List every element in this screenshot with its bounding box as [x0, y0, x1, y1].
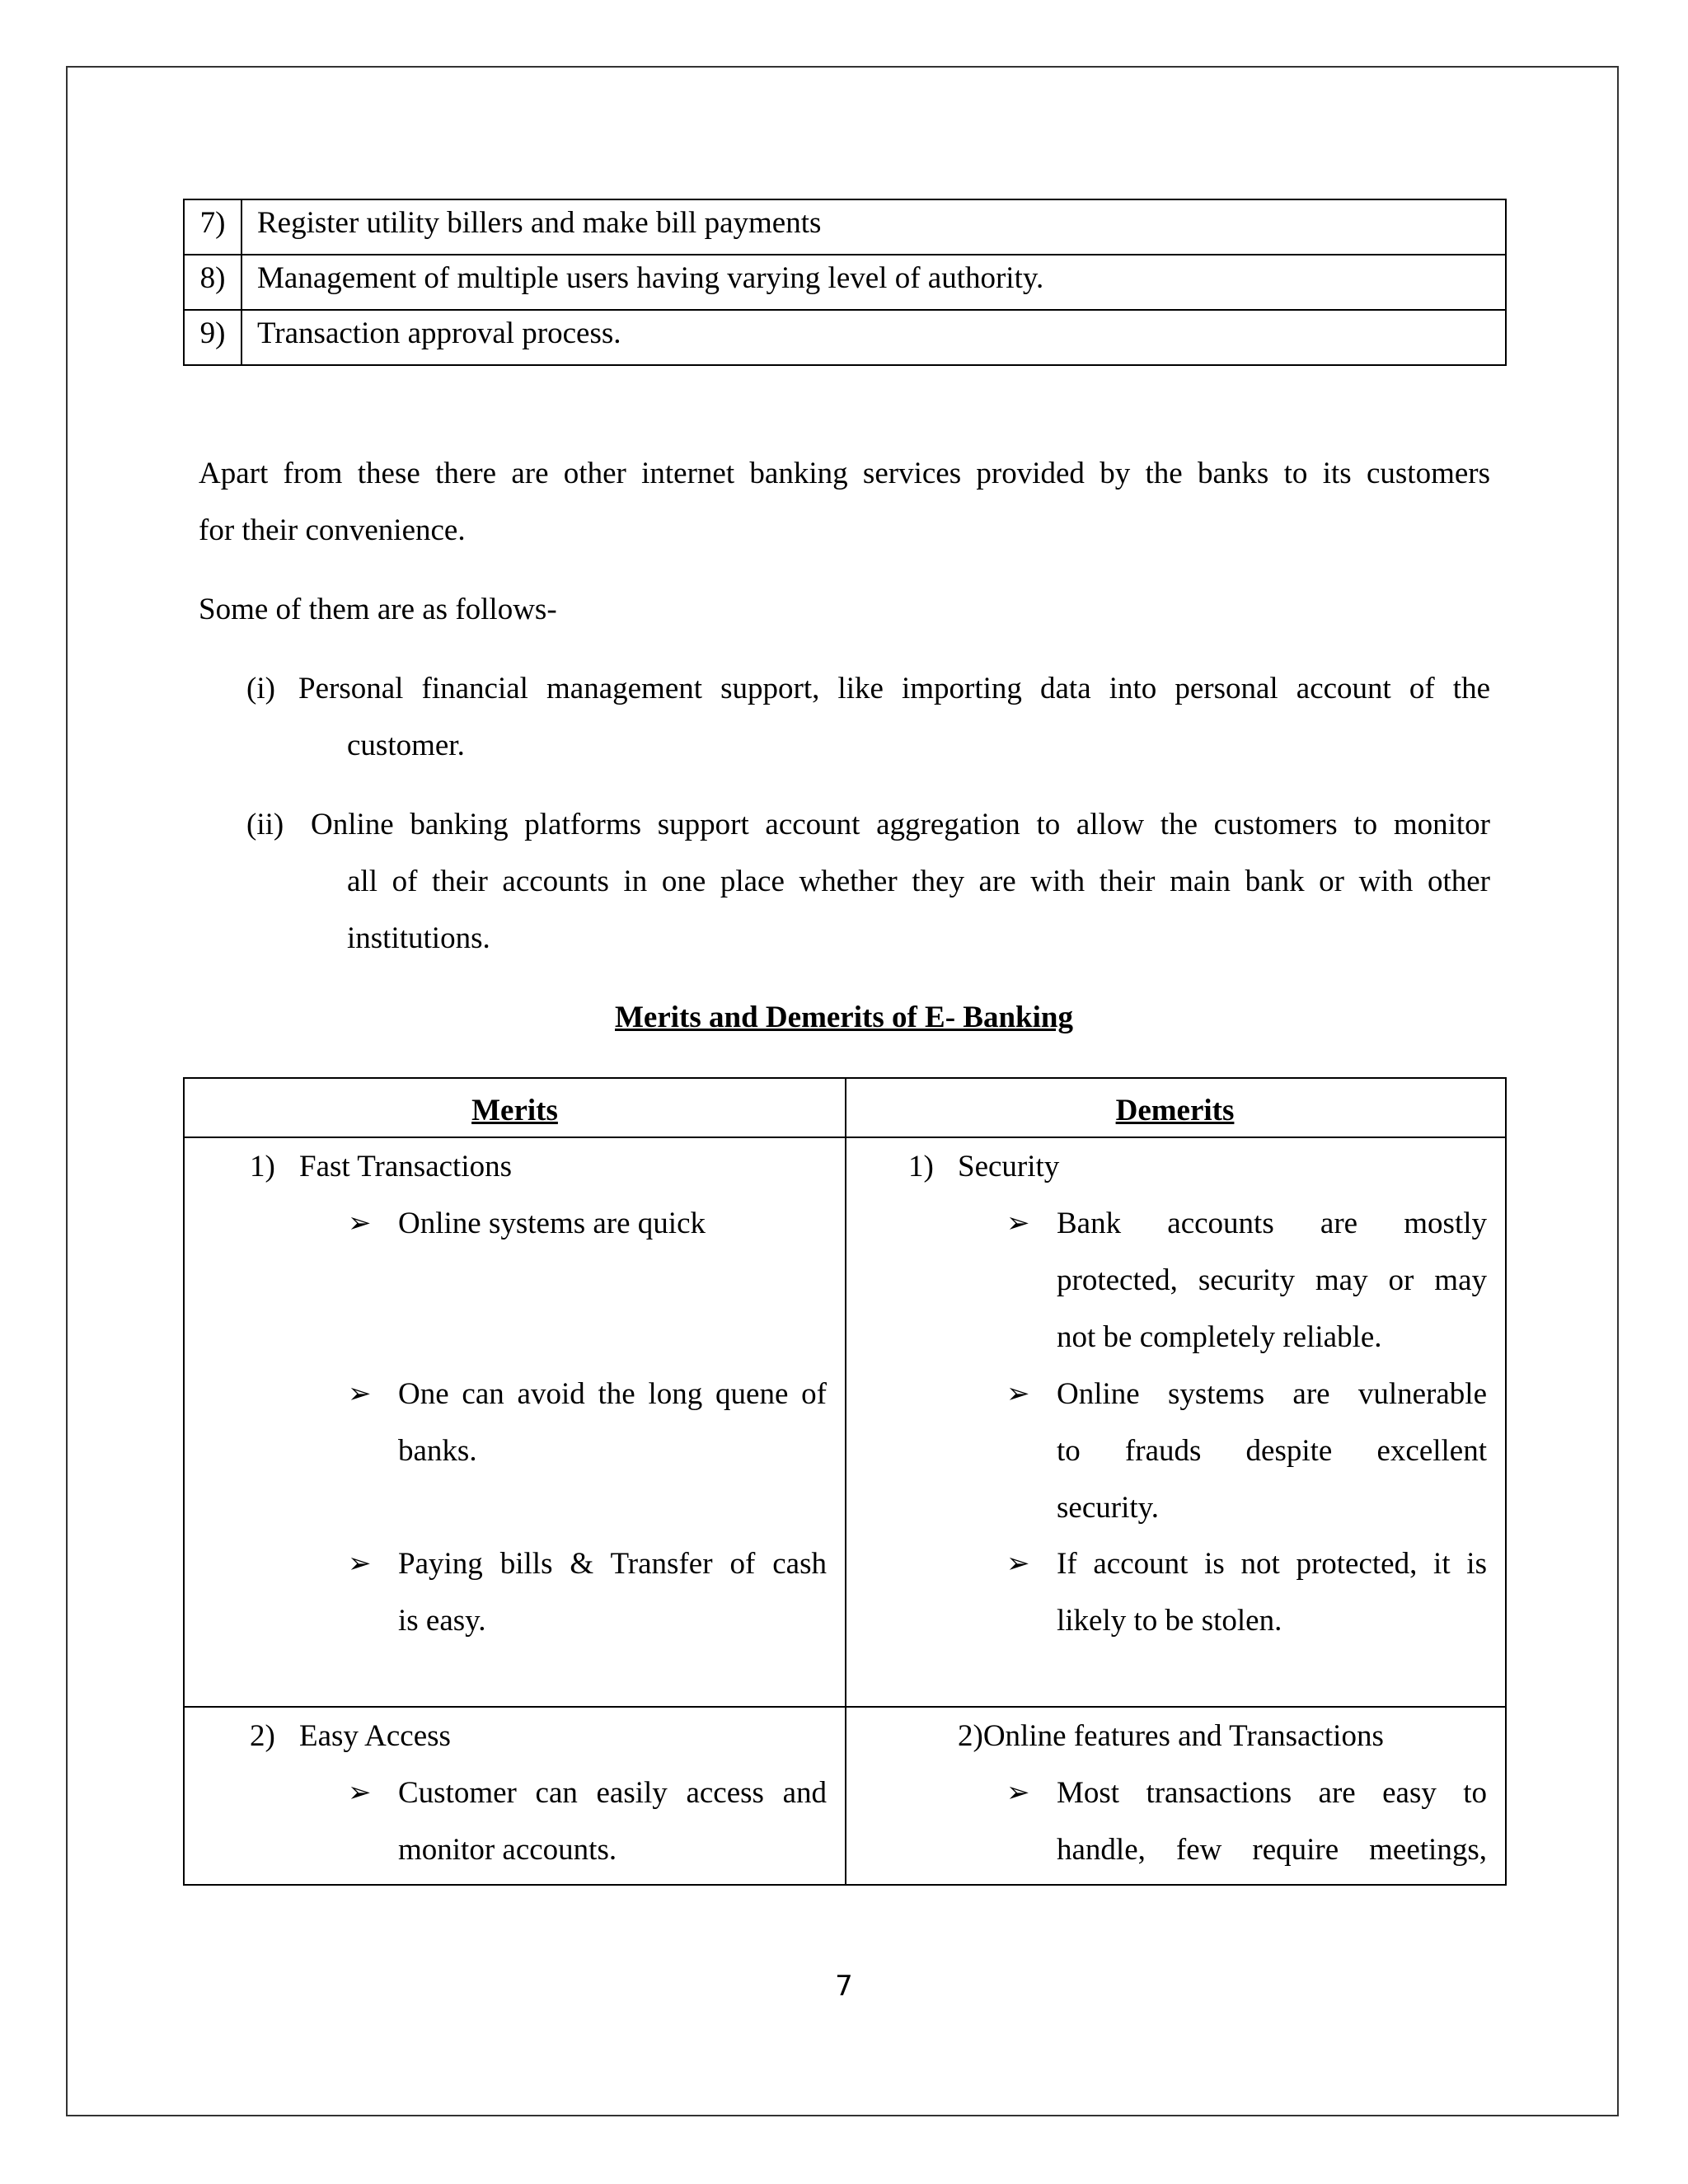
demerit-bullet: Online systems are vulnerable: [1057, 1377, 1487, 1411]
merits-header: Merits: [471, 1094, 558, 1127]
merit-number: 2): [250, 1719, 275, 1753]
list-marker: (i): [246, 672, 275, 705]
demerit-title: Security: [958, 1150, 1060, 1183]
demerit-bullet: Most transactions are easy to: [1057, 1776, 1487, 1810]
demerit-bullet-cont: to frauds despite excellent: [1057, 1434, 1487, 1468]
demerit-bullet: Bank accounts are mostly: [1057, 1207, 1487, 1240]
arrow-bullet-icon: ➢: [1006, 1549, 1030, 1579]
section-heading: Merits and Demerits of E- Banking: [615, 1001, 1073, 1034]
row-number: 8): [184, 255, 241, 310]
merit-bullet-cont: is easy.: [398, 1604, 486, 1638]
row-number: 7): [184, 199, 241, 255]
merit-title: Easy Access: [299, 1719, 451, 1753]
merit-title: Fast Transactions: [299, 1150, 513, 1183]
demerits-header: Demerits: [1115, 1094, 1235, 1127]
merit-number: 1): [250, 1150, 275, 1183]
row-text: Register utility billers and make bill payments: [241, 199, 1506, 255]
merit-bullet-cont: monitor accounts.: [398, 1833, 617, 1867]
demerit-title: 2)Online features and Transactions: [958, 1719, 1384, 1753]
intro-line-2: for their convenience.: [199, 513, 466, 547]
services-table: [183, 199, 1507, 366]
demerit-bullet-cont: likely to be stolen.: [1057, 1604, 1282, 1638]
arrow-bullet-icon: ➢: [348, 1778, 372, 1808]
merit-bullet: One can avoid the long quene of: [398, 1377, 827, 1411]
demerit-bullet-cont: security.: [1057, 1491, 1159, 1525]
arrow-bullet-icon: ➢: [348, 1549, 372, 1579]
table-row: [184, 199, 1506, 255]
merit-bullet: Paying bills & Transfer of cash: [398, 1547, 827, 1581]
table-row: [184, 255, 1506, 310]
row-text: Management of multiple users having varying level of authority.: [241, 255, 1506, 310]
merits-demerits-table: [183, 1077, 1507, 1886]
arrow-bullet-icon: ➢: [348, 1379, 372, 1409]
list-item-line: Online banking platforms support account aggregation to allow the customers to monitor: [311, 808, 1490, 841]
arrow-bullet-icon: ➢: [1006, 1379, 1030, 1409]
demerit-bullet-cont: protected, security may or may: [1057, 1263, 1487, 1297]
demerit-bullet: If account is not protected, it is: [1057, 1547, 1487, 1581]
table-row: [184, 310, 1506, 365]
row-number: 9): [184, 310, 241, 365]
list-item-line: customer.: [347, 729, 465, 762]
merit-bullet: Online systems are quick: [398, 1207, 706, 1240]
list-marker: (ii): [246, 808, 284, 841]
demerit-bullet-cont: handle, few require meetings,: [1057, 1833, 1487, 1867]
list-item-line: Personal financial management support, like importing data into personal account of the: [298, 672, 1490, 705]
row-text: Transaction approval process.: [241, 310, 1506, 365]
intro-some: Some of them are as follows-: [199, 593, 557, 626]
page-number: 7: [835, 1970, 853, 2003]
column-divider: [845, 1079, 846, 1884]
demerit-bullet-cont: not be completely reliable.: [1057, 1320, 1382, 1354]
arrow-bullet-icon: ➢: [1006, 1778, 1030, 1808]
list-item-line: institutions.: [347, 921, 490, 955]
merit-bullet: Customer can easily access and: [398, 1776, 827, 1810]
arrow-bullet-icon: ➢: [1006, 1208, 1030, 1239]
intro-line-1: Apart from these there are other internet banking services provided by the banks to its customers: [199, 457, 1490, 490]
demerit-number: 1): [908, 1150, 934, 1183]
arrow-bullet-icon: ➢: [348, 1208, 372, 1239]
list-item-line: all of their accounts in one place whether they are with their main bank or with other: [347, 865, 1490, 898]
merit-bullet-cont: banks.: [398, 1434, 477, 1468]
